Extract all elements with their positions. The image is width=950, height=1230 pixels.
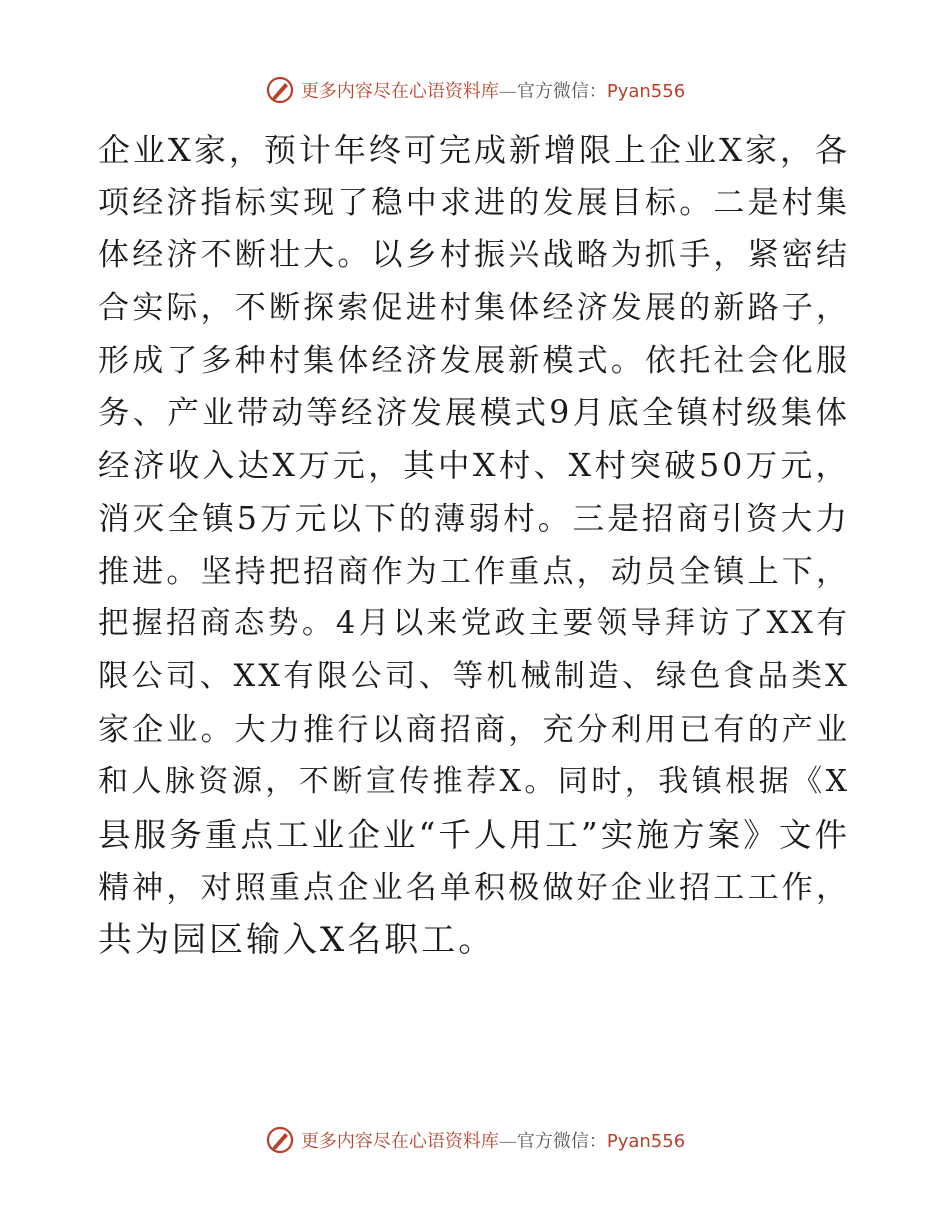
text-line: 务、产业带动等经济发展模式9月底全镇村级集体 (98, 395, 850, 432)
text-line: 体经济不断壮大。以乡村振兴战略为抓手，紧密结 (98, 237, 850, 274)
watermark-account: Pyan556 (606, 81, 686, 102)
text-line: 项经济指标实现了稳中求进的发展目标。二是村集 (98, 184, 850, 221)
pen-logo-icon (265, 75, 295, 105)
watermark-wechat-label: 官方微信： (516, 81, 607, 102)
footer-watermark (0, 1120, 950, 1160)
text-line: 推进。坚持把招商作为工作重点，动员全镇上下， (98, 553, 850, 590)
text-line: 限公司、XX有限公司、等机械制造、绿色食品类X (98, 658, 850, 694)
text-line: 经济收入达X万元，其中X村、X村突破50万元， (98, 448, 850, 485)
watermark-text (301, 77, 685, 103)
text-line: 共为园区输入X名职工。 (98, 920, 496, 961)
watermark-separator: — (498, 1131, 517, 1152)
text-line: 精神，对照重点企业名单积极做好企业招工工作， (98, 869, 850, 906)
watermark-main: 更多内容尽在心语资料库 (300, 81, 499, 102)
watermark-wechat-label: 官方微信： (516, 1131, 607, 1152)
text-line: 企业X家，预计年终可完成新增限上企业X家，各 (98, 131, 850, 169)
text-line: 县服务重点工业企业“千人用工”实施方案》文件 (98, 815, 850, 854)
watermark-account: Pyan556 (606, 1131, 686, 1152)
pen-logo-icon (265, 1125, 295, 1155)
watermark-text (301, 1127, 685, 1153)
document-body (98, 124, 850, 967)
watermark-main: 更多内容尽在心语资料库 (300, 1131, 499, 1152)
text-line: 形成了多种村集体经济发展新模式。依托社会化服 (98, 342, 850, 379)
header-watermark (0, 70, 950, 110)
watermark-separator: — (498, 81, 517, 102)
text-line: 消灭全镇5万元以下的薄弱村。三是招商引资大力 (98, 500, 850, 537)
text-line: 把握招商态势。4月以来党政主要领导拜访了XX有 (98, 606, 850, 642)
text-line: 合实际，不断探索促进村集体经济发展的新路子， (98, 290, 850, 327)
text-line: 家企业。大力推行以商招商，充分利用已有的产业 (98, 711, 850, 748)
text-line: 和人脉资源，不断宣传推荐X。同时，我镇根据《X (98, 764, 850, 800)
